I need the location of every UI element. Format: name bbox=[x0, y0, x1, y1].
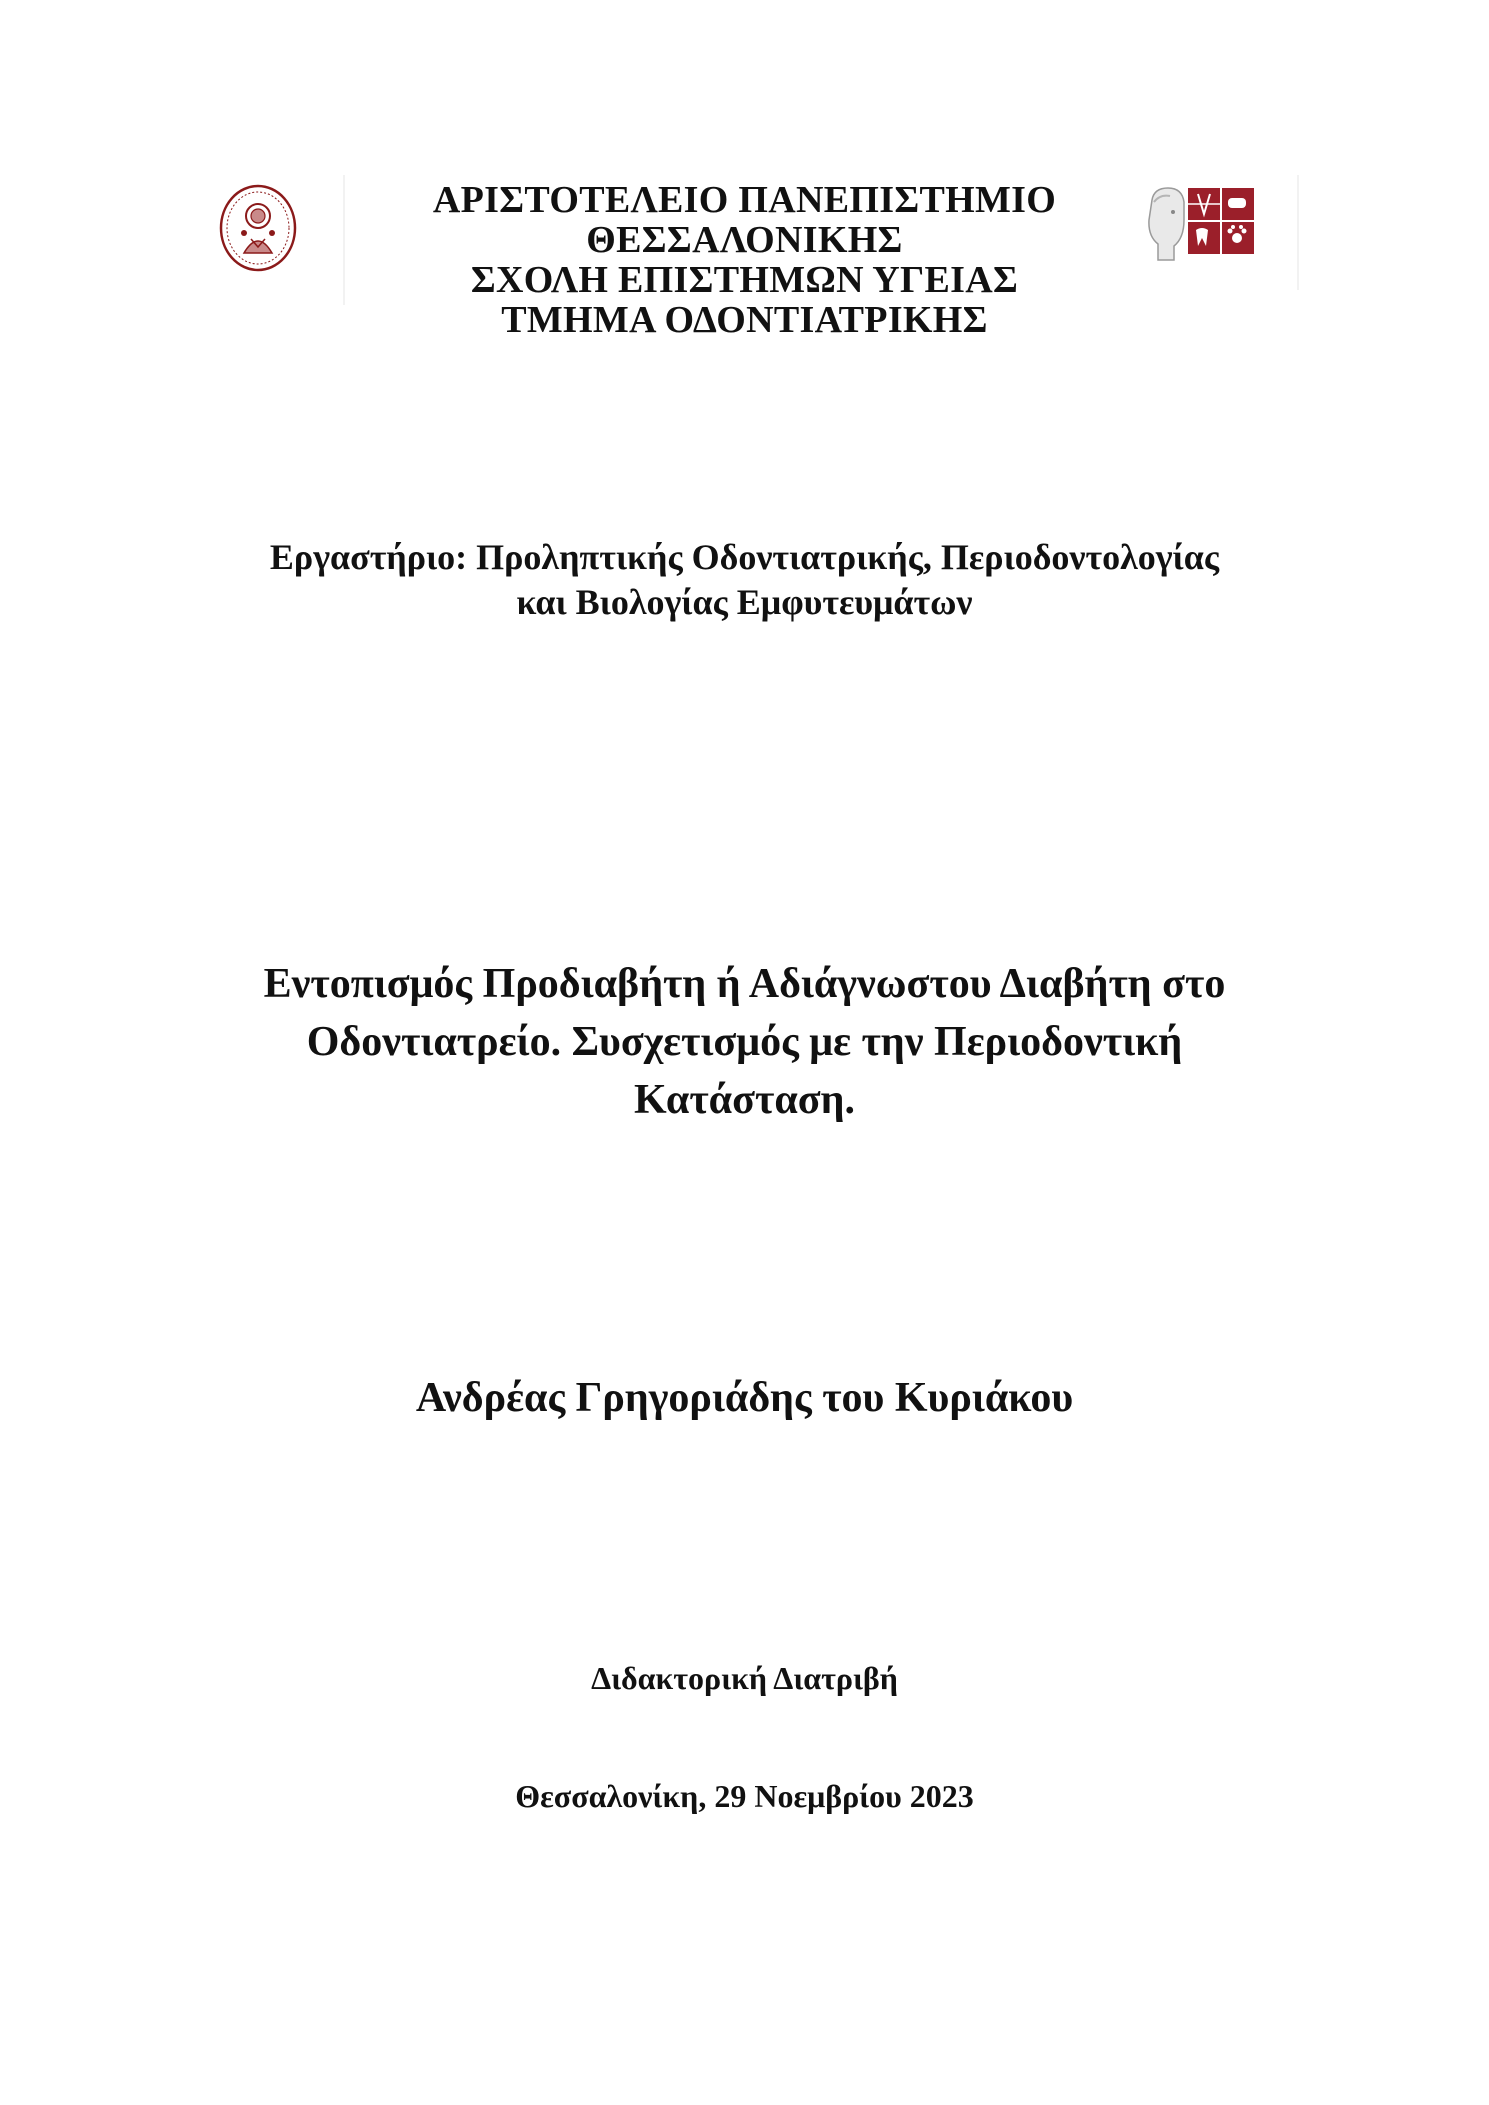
laboratory-line1: Εργαστήριο: Προληπτικής Οδοντιατρικής, Περιοδοντολογίας bbox=[269, 537, 1220, 577]
university-name-line2: ΘΕΣΣΑΛΟΝΙΚΗΣ bbox=[586, 219, 903, 261]
thesis-title-line2: Οδοντιατρείο. Συσχετισμός με την Περιοδοντική bbox=[306, 1019, 1183, 1065]
thesis-title-line1: Εντοπισμός Προδιαβήτη ή Αδιάγνωστου Διαβήτη στο bbox=[263, 961, 1226, 1007]
author-name: Ανδρέας Γρηγοριάδης του Κυριάκου bbox=[415, 1375, 1074, 1421]
department-name: ΤΜΗΜΑ ΟΔΟΝΤΙΑΤΡΙΚΗΣ bbox=[501, 299, 988, 341]
thesis-title bbox=[0, 955, 1489, 1129]
school-name: ΣΧΟΛΗ ΕΠΙΣΤΗΜΩΝ ΥΓΕΙΑΣ bbox=[470, 259, 1019, 301]
university-name-line1: ΑΡΙΣΤΟΤΕΛΕΙΟ ΠΑΝΕΠΙΣΤΗΜΙΟ bbox=[432, 179, 1057, 221]
document-type: Διδακτορική Διατριβή bbox=[591, 1660, 898, 1696]
laboratory-block bbox=[0, 535, 1489, 625]
laboratory-line2: και Βιολογίας Εμφυτευμάτων bbox=[516, 582, 973, 622]
thesis-title-line3: Κατάσταση. bbox=[634, 1077, 855, 1123]
university-header bbox=[0, 180, 1489, 340]
place-date: Θεσσαλονίκη, 29 Νοεμβρίου 2023 bbox=[515, 1778, 974, 1814]
